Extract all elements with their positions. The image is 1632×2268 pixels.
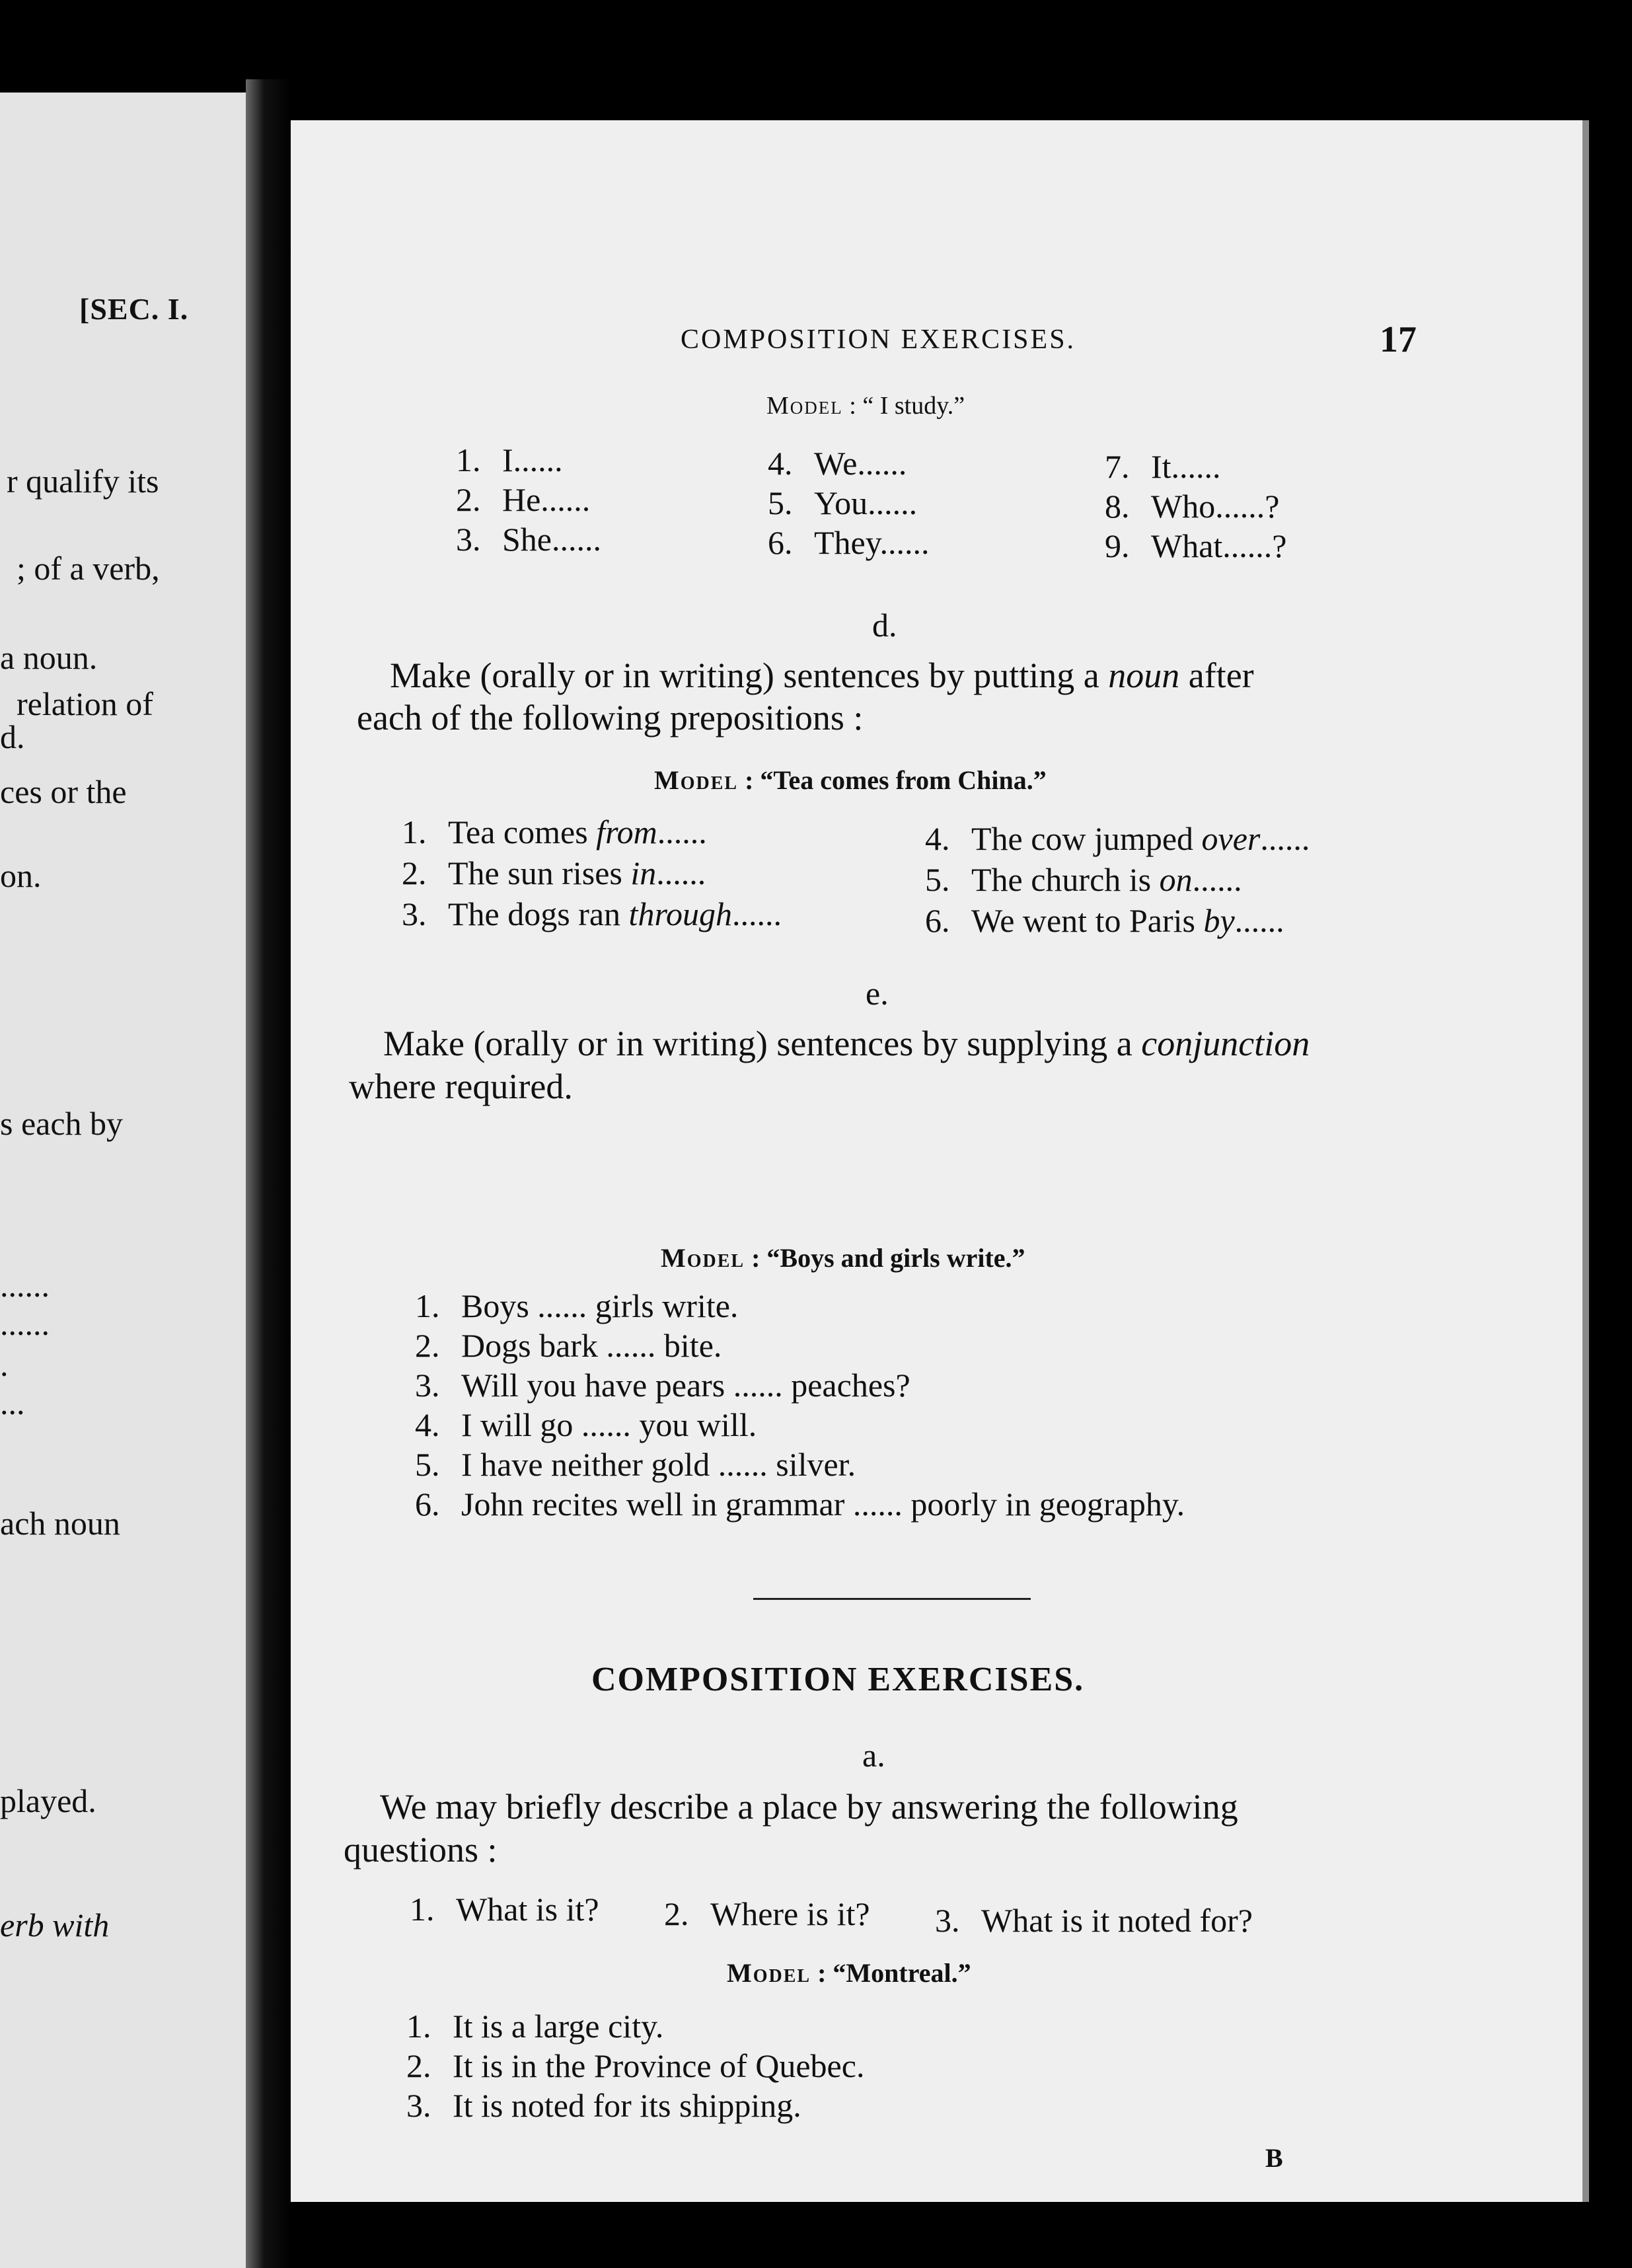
model-text: : “Boys and girls write.”	[751, 1243, 1025, 1273]
instruction-line: Make (orally or in writing) sentences by putting a noun after	[390, 656, 1254, 695]
list-item: 3. She......	[456, 521, 601, 558]
page-number: 17	[1380, 319, 1417, 360]
list-item: 2. He......	[456, 481, 591, 518]
section-heading: COMPOSITION EXERCISES.	[591, 1661, 1085, 1698]
fragment-line: d.	[0, 718, 25, 755]
instruction-line: where required.	[349, 1067, 573, 1106]
list-item: 7. It......	[1105, 448, 1221, 485]
list-item: 6. They......	[768, 524, 930, 561]
fragment-line: a noun.	[0, 639, 98, 676]
list-item: 2. Dogs bark ...... bite.	[415, 1327, 722, 1364]
model-line	[661, 1242, 1025, 1273]
list-item: 3. Will you have pears ...... peaches?	[415, 1367, 910, 1404]
model-label: Model	[654, 765, 739, 795]
question-item: 1. What is it?	[410, 1891, 599, 1928]
model-label: Model	[661, 1243, 745, 1273]
list-item: 2. The sun rises in......	[402, 854, 706, 891]
separator-rule	[753, 1598, 1031, 1600]
section-label: [SEC. I.	[79, 292, 189, 326]
signature-mark: B	[1265, 2143, 1283, 2173]
model-text: : “ I study.”	[849, 392, 965, 420]
model-label: Model	[727, 1958, 811, 1988]
section-letter-e: e.	[866, 975, 889, 1012]
running-header: COMPOSITION EXERCISES.	[681, 324, 1076, 355]
fragment-line: s each by	[0, 1105, 124, 1142]
instruction-line: Make (orally or in writing) sentences by supplying a conjunction	[383, 1024, 1310, 1063]
fragment-line: ces or the	[0, 773, 127, 810]
fragment-line: ; of a verb,	[17, 550, 160, 587]
model-text: : “Tea comes from China.”	[745, 765, 1047, 795]
fragment-line: erb with	[0, 1907, 110, 1944]
list-item: 1. Boys ...... girls write.	[415, 1287, 739, 1324]
book-page	[291, 120, 1582, 2202]
list-item: 8. Who......?	[1105, 488, 1280, 525]
answer-item: 2. It is in the Province of Quebec.	[406, 2047, 865, 2084]
fragment-line: r qualify its	[7, 463, 159, 500]
fragment-line: ...	[0, 1384, 25, 1421]
intro-line: questions :	[344, 1830, 498, 1870]
list-item: 4. I will go ...... you will.	[415, 1406, 757, 1443]
list-item: 9. What......?	[1105, 527, 1287, 564]
fragment-line: .	[0, 1346, 9, 1383]
model-line	[654, 765, 1047, 796]
list-item: 6. We went to Paris by......	[925, 902, 1284, 939]
section-letter-a: a.	[862, 1737, 885, 1774]
list-item: 5. I have neither gold ...... silver.	[415, 1446, 856, 1483]
fragment-line: relation of	[17, 685, 153, 722]
answer-item: 1. It is a large city.	[406, 2008, 664, 2045]
intro-line: We may briefly describe a place by answering the following	[380, 1787, 1238, 1827]
model-line	[766, 391, 965, 420]
fragment-line: ......	[0, 1305, 50, 1342]
list-item: 6. John recites well in grammar ...... poorly in geography.	[415, 1486, 1185, 1523]
instruction-line: each of the following prepositions :	[357, 698, 864, 737]
question-item: 3. What is it noted for?	[935, 1902, 1253, 1939]
model-text: : “Montreal.”	[817, 1958, 971, 1988]
fragment-line: ach noun	[0, 1505, 120, 1542]
model-label: Model	[766, 392, 843, 420]
list-item: 5. The church is on......	[925, 861, 1242, 898]
book-gutter	[246, 79, 292, 2268]
list-item: 5. You......	[768, 484, 918, 521]
list-item: 1. Tea comes from......	[402, 813, 707, 850]
model-line	[727, 1957, 971, 1988]
question-item: 2. Where is it?	[664, 1895, 870, 1932]
left-facing-page	[0, 93, 246, 2268]
section-letter-d: d.	[872, 607, 897, 644]
answer-item: 3. It is noted for its shipping.	[406, 2087, 801, 2124]
list-item: 4. We......	[768, 445, 907, 482]
fragment-line: ......	[0, 1267, 50, 1304]
fragment-line: on.	[0, 857, 42, 894]
list-item: 3. The dogs ran through......	[402, 895, 782, 932]
list-item: 4. The cow jumped over......	[925, 820, 1310, 857]
list-item: 1. I......	[456, 441, 563, 478]
fragment-line: played.	[0, 1782, 96, 1819]
